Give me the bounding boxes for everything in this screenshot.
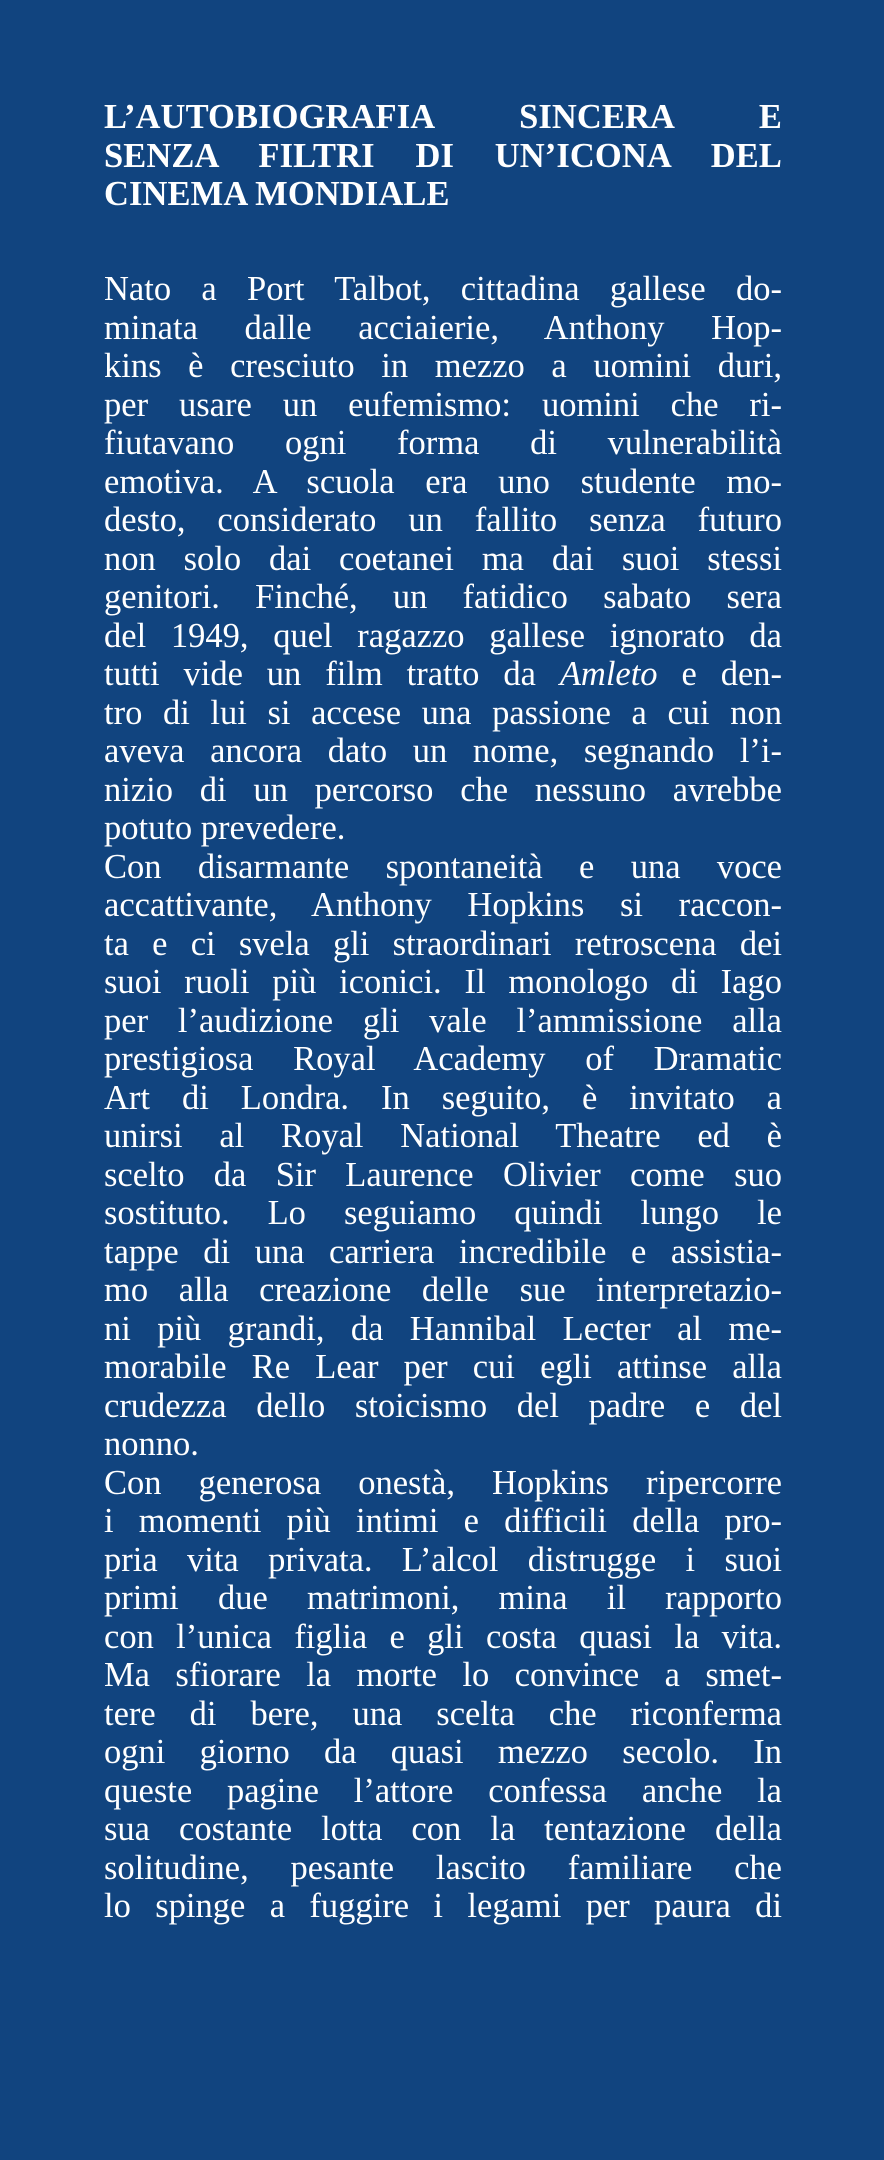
text-line: solitudine, pesante lascito familiare che (104, 1848, 782, 1887)
text-line: tro di lui si accese una passione a cui non (104, 693, 782, 732)
flap-heading (104, 98, 782, 214)
text-line: morabile Re Lear per cui egli attinse alla (104, 1348, 782, 1386)
text-line: ta e ci svela gli straordinari retroscena dei (104, 924, 782, 963)
paragraph-3 (104, 1464, 782, 1926)
text-line: con l’unica figlia e gli costa quasi la vita. (104, 1617, 782, 1656)
text-line: per usare un eufemismo: uomini che ri- (104, 385, 782, 424)
text-line: tappe di una carriera incredibile e assistia- (104, 1232, 782, 1271)
text-line: tere di bere, una scelta che riconferma (104, 1694, 782, 1733)
text-segment: tutti vide un film tratto da (104, 655, 536, 693)
text-line: Art di Londra. In seguito, è invitato a (104, 1078, 782, 1117)
flap-text-column (104, 98, 783, 1925)
text-line: pria vita privata. L’alcol distrugge i suoi (104, 1540, 782, 1579)
text-line-with-title (104, 655, 782, 694)
text-segment: e den- (681, 655, 783, 693)
text-line: unirsi al Royal National Theatre ed è (104, 1117, 782, 1155)
text-line: queste pagine l’attore confessa anche la (104, 1771, 782, 1810)
text-line: lo spinge a fuggire i legami per paura di (104, 1887, 782, 1925)
text-line: sua costante lotta con la tentazione della (104, 1810, 782, 1848)
text-line: Nato a Port Talbot, cittadina gallese do- (104, 270, 782, 308)
text-line: Con disarmante spontaneità e una voce (104, 847, 782, 886)
text-line: ni più grandi, da Hannibal Lecter al me- (104, 1309, 782, 1348)
text-line: crudezza dello stoicismo del padre e del (104, 1386, 782, 1425)
text-line: desto, considerato un fallito senza futuro (104, 501, 782, 539)
paragraph-1 (104, 270, 782, 848)
text-line: potuto prevedere. (104, 809, 346, 847)
text-line: Con generosa onestà, Hopkins ripercorre (104, 1463, 782, 1502)
text-line: primi due matrimoni, mina il rapporto (104, 1579, 782, 1617)
text-line: i momenti più intimi e difficili della pro- (104, 1502, 782, 1540)
text-line: nizio di un percorso che nessuno avrebbe (104, 770, 782, 809)
text-line: kins è cresciuto in mezzo a uomini duri, (104, 347, 782, 385)
text-line: non solo dai coetanei ma dai suoi stessi (104, 539, 782, 578)
text-line: suoi ruoli più iconici. Il monologo di Iago (104, 963, 782, 1001)
text-line: minata dalle acciaierie, Anthony Hop- (104, 308, 782, 347)
text-line: emotiva. A scuola era uno studente mo- (104, 462, 782, 501)
text-line: accattivante, Anthony Hopkins si raccon- (104, 886, 782, 924)
heading-line: L’AUTOBIOGRAFIA SINCERA E (104, 98, 782, 136)
text-line: del 1949, quel ragazzo gallese ignorato da (104, 616, 782, 655)
text-line: ogni giorno da quasi mezzo secolo. In (104, 1733, 782, 1771)
text-line: Ma sfiorare la morte lo convince a smet- (104, 1656, 782, 1694)
text-line: per l’audizione gli vale l’ammissione alla (104, 1001, 782, 1040)
paragraph-2 (104, 848, 782, 1464)
heading-line: SENZA FILTRI DI UN’ICONA DEL (104, 136, 782, 175)
text-line: mo alla creazione delle sue interpretazio- (104, 1271, 782, 1309)
text-line: nonno. (104, 1425, 199, 1463)
text-line: scelto da Sir Laurence Olivier come suo (104, 1155, 782, 1194)
heading-line: CINEMA MONDIALE (104, 175, 450, 213)
text-line: genitori. Finché, un fatidico sabato sera (104, 578, 782, 616)
film-title-italic: Amleto (559, 655, 658, 693)
text-line: aveva ancora dato un nome, segnando l’i- (104, 732, 782, 770)
flap-body (104, 270, 782, 1926)
text-line: prestigiosa Royal Academy of Dramatic (104, 1040, 782, 1078)
text-line: sostituto. Lo seguiamo quindi lungo le (104, 1194, 782, 1232)
text-line: fiutavano ogni forma di vulnerabilità (104, 424, 782, 462)
